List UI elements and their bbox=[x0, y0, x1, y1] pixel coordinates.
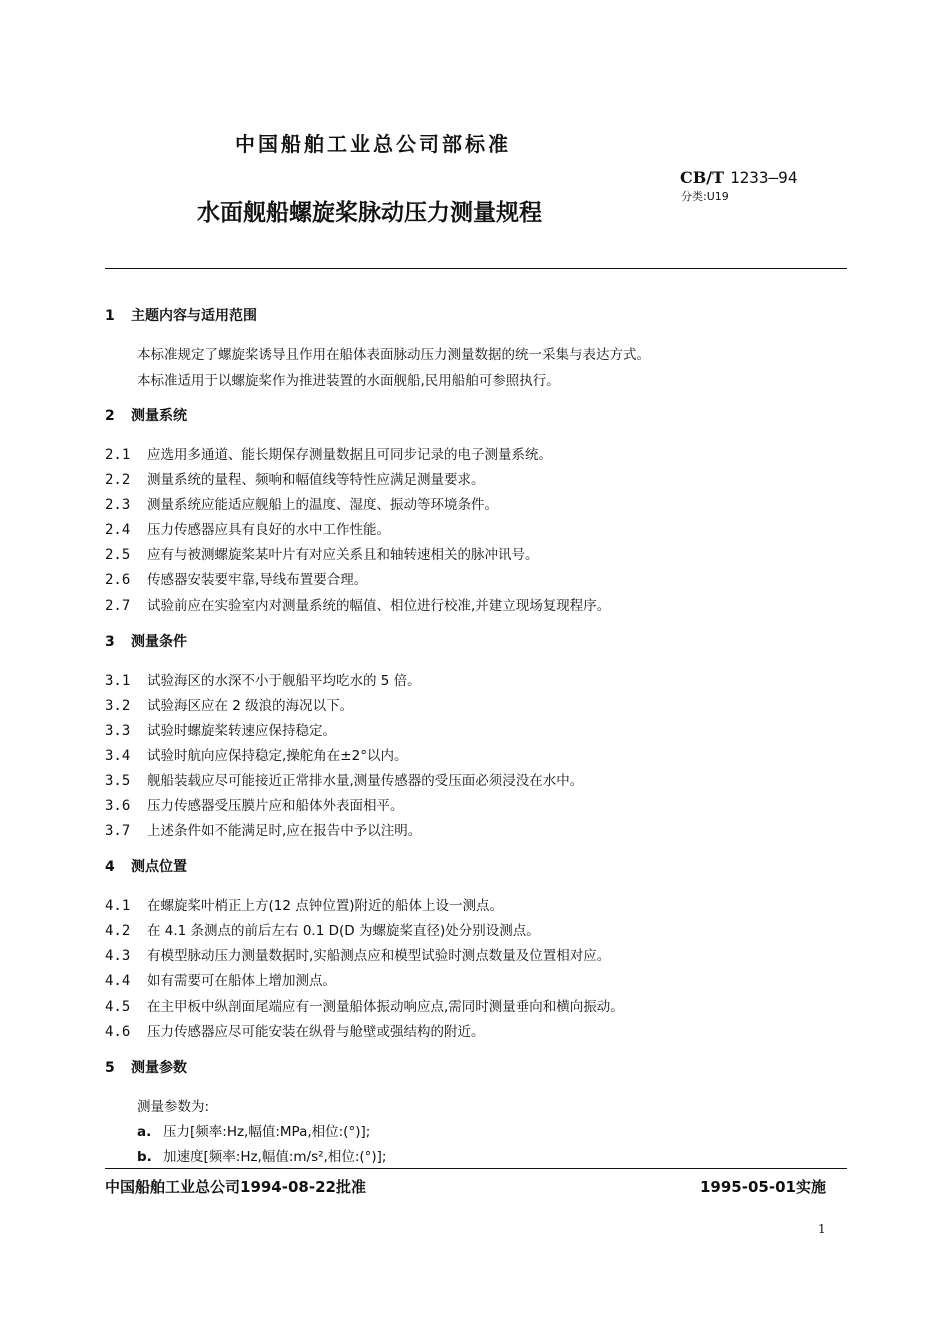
clause-text: 压力传感器受压膜片应和船体外表面相平。 bbox=[147, 798, 404, 814]
clause-text: 试验前应在实验室内对测量系统的幅值、相位进行校准,并建立现场复现程序。 bbox=[147, 598, 611, 614]
section-heading-1 bbox=[105, 305, 257, 325]
clause-number: 2.7 bbox=[105, 598, 131, 614]
header-divider bbox=[105, 268, 847, 269]
footer-divider bbox=[105, 1168, 847, 1169]
clause-text: 上述条件如不能满足时,应在报告中予以注明。 bbox=[147, 823, 422, 839]
clause-2-6 bbox=[105, 568, 367, 588]
standard-prefix: CB/T bbox=[680, 168, 725, 187]
list-item-a bbox=[137, 1120, 370, 1140]
clause-4-4 bbox=[105, 969, 336, 989]
clause-number: 2.1 bbox=[105, 447, 131, 463]
clause-text: 应有与被测螺旋桨某叶片有对应关系且和轴转速相关的脉冲讯号。 bbox=[147, 547, 539, 563]
clause-number: 3.2 bbox=[105, 698, 131, 714]
clause-4-5 bbox=[105, 995, 624, 1015]
section-title: 主题内容与适用范围 bbox=[131, 308, 257, 324]
clause-2-2 bbox=[105, 468, 485, 488]
clause-3-3 bbox=[105, 719, 336, 739]
clause-text: 如有需要可在船体上增加测点。 bbox=[147, 973, 336, 989]
clause-number: 4.6 bbox=[105, 1024, 131, 1040]
clause-number: 4.3 bbox=[105, 948, 131, 964]
standard-number bbox=[680, 168, 797, 187]
list-text: 压力[频率:Hz,幅值:MPa,相位:(°)]; bbox=[163, 1124, 371, 1140]
clause-number: 3.3 bbox=[105, 723, 131, 739]
clause-text: 试验时螺旋桨转速应保持稳定。 bbox=[147, 723, 336, 739]
clause-3-2 bbox=[105, 694, 353, 714]
section-heading-4 bbox=[105, 856, 187, 876]
clause-text: 测量系统应能适应舰船上的温度、湿度、振动等环境条件。 bbox=[147, 497, 498, 513]
paragraph: 测量参数为: bbox=[137, 1099, 210, 1115]
clause-3-4 bbox=[105, 744, 407, 764]
clause-number: 4.2 bbox=[105, 923, 131, 939]
clause-number: 3.4 bbox=[105, 748, 131, 764]
standard-number-value: 1233—94 bbox=[730, 168, 798, 187]
section-title: 测量条件 bbox=[131, 634, 187, 650]
clause-text: 在主甲板中纵剖面尾端应有一测量船体振动响应点,需同时测量垂向和横向振动。 bbox=[147, 999, 624, 1015]
clause-3-1 bbox=[105, 669, 421, 689]
list-item-b bbox=[137, 1145, 386, 1165]
list-marker: b. bbox=[137, 1149, 152, 1165]
section-number: 3 bbox=[105, 634, 115, 650]
clause-text: 测量系统的量程、频响和幅值线等特性应满足测量要求。 bbox=[147, 472, 485, 488]
clause-number: 2.4 bbox=[105, 522, 131, 538]
clause-4-1 bbox=[105, 894, 503, 914]
clause-number: 2.3 bbox=[105, 497, 131, 513]
clause-2-4 bbox=[105, 518, 390, 538]
clause-4-2 bbox=[105, 919, 540, 939]
clause-2-3 bbox=[105, 493, 498, 513]
clause-3-6 bbox=[105, 794, 404, 814]
clause-4-6 bbox=[105, 1020, 485, 1040]
section-title: 测量系统 bbox=[131, 408, 187, 424]
clause-2-7 bbox=[105, 594, 610, 614]
clause-text: 试验海区的水深不小于舰船平均吃水的 5 倍。 bbox=[147, 673, 421, 689]
clause-number: 3.1 bbox=[105, 673, 131, 689]
clause-text: 试验时航向应保持稳定,操舵角在±2°以内。 bbox=[147, 748, 408, 764]
clause-text: 传感器安装要牢靠,导线布置要合理。 bbox=[147, 572, 368, 588]
issuing-authority: 中国船舶工业总公司部标准 bbox=[235, 132, 511, 156]
clause-number: 2.2 bbox=[105, 472, 131, 488]
paragraph: 本标准适用于以螺旋桨作为推进装置的水面舰船,民用船舶可参照执行。 bbox=[137, 373, 560, 389]
clause-text: 舰船装载应尽可能接近正常排水量,测量传感器的受压面必须浸没在水中。 bbox=[147, 773, 584, 789]
section-title: 测点位置 bbox=[131, 859, 187, 875]
section-number: 4 bbox=[105, 859, 115, 875]
clause-number: 3.5 bbox=[105, 773, 131, 789]
section-heading-3 bbox=[105, 631, 187, 651]
section-number: 2 bbox=[105, 408, 115, 424]
clause-text: 压力传感器应具有良好的水中工作性能。 bbox=[147, 522, 390, 538]
classification-code: 分类:U19 bbox=[681, 190, 729, 203]
clause-3-5 bbox=[105, 769, 583, 789]
clause-number: 2.5 bbox=[105, 547, 131, 563]
clause-2-1 bbox=[105, 443, 552, 463]
approval-line: 中国船舶工业总公司1994-08-22批准 bbox=[105, 1178, 366, 1196]
effective-date: 1995-05-01实施 bbox=[700, 1178, 826, 1196]
clause-number: 4.5 bbox=[105, 999, 131, 1015]
clause-number: 4.4 bbox=[105, 973, 131, 989]
clause-text: 有模型脉动压力测量数据时,实船测点应和模型试验时测点数量及位置相对应。 bbox=[147, 948, 611, 964]
list-marker: a. bbox=[137, 1124, 152, 1140]
clause-number: 4.1 bbox=[105, 898, 131, 914]
section-number: 1 bbox=[105, 308, 115, 324]
section-number: 5 bbox=[105, 1060, 115, 1076]
clause-2-5 bbox=[105, 543, 539, 563]
clause-text: 试验海区应在 2 级浪的海况以下。 bbox=[147, 698, 354, 714]
clause-text: 压力传感器应尽可能安装在纵骨与舱壁或强结构的附近。 bbox=[147, 1024, 485, 1040]
list-text: 加速度[频率:Hz,幅值:m/s²,相位:(°)]; bbox=[163, 1149, 387, 1165]
document-title: 水面舰船螺旋桨脉动压力测量规程 bbox=[197, 200, 542, 226]
clause-number: 2.6 bbox=[105, 572, 131, 588]
clause-number: 3.7 bbox=[105, 823, 131, 839]
clause-text: 应选用多通道、能长期保存测量数据且可同步记录的电子测量系统。 bbox=[147, 447, 552, 463]
section-heading-5 bbox=[105, 1057, 187, 1077]
paragraph: 本标准规定了螺旋桨诱导且作用在船体表面脉动压力测量数据的统一采集与表达方式。 bbox=[137, 347, 650, 363]
page-number: 1 bbox=[818, 1222, 826, 1236]
clause-number: 3.6 bbox=[105, 798, 131, 814]
clause-3-7 bbox=[105, 819, 421, 839]
clause-text: 在 4.1 条测点的前后左右 0.1 D(D 为螺旋桨直径)处分别设测点。 bbox=[147, 923, 540, 939]
clause-4-3 bbox=[105, 944, 610, 964]
clause-text: 在螺旋桨叶梢正上方(12 点钟位置)附近的船体上设一测点。 bbox=[147, 898, 504, 914]
section-heading-2 bbox=[105, 405, 187, 425]
section-title: 测量参数 bbox=[131, 1060, 187, 1076]
